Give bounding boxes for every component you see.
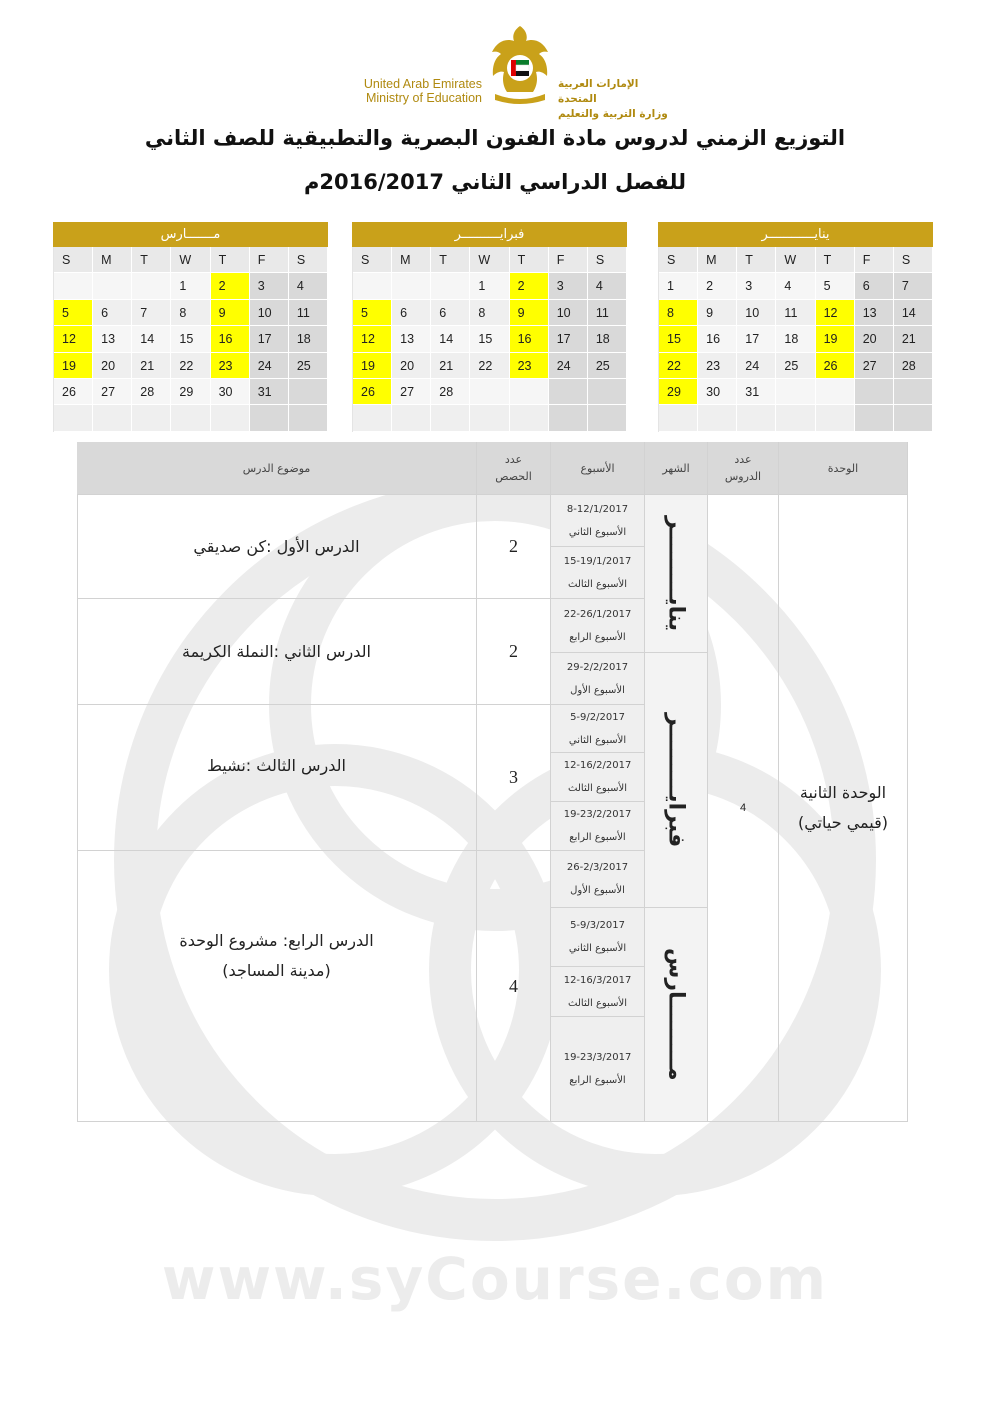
calendar-day-cell: 25	[588, 353, 627, 379]
calendar-day-cell: 9	[211, 300, 250, 326]
calendar-day-cell	[353, 405, 392, 431]
calendar-day-cell: 18	[776, 326, 815, 352]
calendar-day-cell: 8	[659, 300, 698, 326]
calendar-day-cell: 21	[894, 326, 933, 352]
calendar-day-cell: 6	[855, 273, 894, 299]
calendar-day-cell: 14	[132, 326, 171, 352]
calendar-day-header: S	[289, 247, 328, 273]
calendar-day-cell	[171, 405, 210, 431]
calendar-day-header: S	[659, 247, 698, 273]
calendar-day-cell: 7	[132, 300, 171, 326]
calendar-day-cell: 2	[510, 273, 549, 299]
calendar-day-cell: 13	[855, 300, 894, 326]
week-label: الأسبوع الثاني	[568, 526, 627, 538]
calendar-day-cell	[132, 405, 171, 431]
calendar-day-cell: 15	[470, 326, 509, 352]
header-periods	[477, 442, 551, 495]
calendar-day-cell	[132, 273, 171, 299]
calendar-day-cell: 3	[250, 273, 289, 299]
week-label: الأسبوع الثالث	[568, 997, 627, 1009]
calendar-day-cell	[470, 405, 509, 431]
calendar-day-cell: 4	[289, 273, 328, 299]
calendar-day-header: W	[776, 247, 815, 273]
calendar-day-cell: 31	[737, 379, 776, 405]
lesson-4-title-line1: الدرس الرابع: مشروع الوحدة	[179, 931, 374, 950]
calendar-day-cell	[510, 379, 549, 405]
calendar-day-cell: 15	[659, 326, 698, 352]
header-periods-line1: عدد	[504, 453, 523, 466]
calendar-day-cell	[776, 405, 815, 431]
unit-name	[779, 495, 908, 1122]
calendar-day-cell: 2	[211, 273, 250, 299]
calendar-grid	[352, 247, 627, 432]
calendar-day-cell: 27	[855, 353, 894, 379]
ministry-name-en	[346, 77, 482, 105]
calendar-february	[352, 222, 627, 432]
calendar-day-cell: 19	[353, 353, 392, 379]
month-february	[645, 653, 708, 908]
calendar-day-cell: 18	[588, 326, 627, 352]
calendar-day-cell: 1	[171, 273, 210, 299]
week-dates: 8-12/1/2017	[566, 503, 629, 515]
calendar-day-cell: 3	[549, 273, 588, 299]
calendar-day-cell: 29	[171, 379, 210, 405]
lesson-4-title	[77, 851, 477, 1122]
calendar-day-cell: 23	[698, 353, 737, 379]
calendar-day-cell: 26	[353, 379, 392, 405]
calendar-day-cell: 5	[54, 300, 93, 326]
calendar-day-header: T	[211, 247, 250, 273]
calendar-day-cell: 6	[93, 300, 132, 326]
month-march-label: مـــــــــارس	[663, 948, 689, 1081]
calendar-day-cell	[470, 379, 509, 405]
week-label: الأسبوع الثاني	[568, 734, 627, 746]
calendar-day-cell: 25	[289, 353, 328, 379]
calendar-day-cell: 1	[659, 273, 698, 299]
calendar-day-cell: 16	[211, 326, 250, 352]
calendar-day-header: F	[549, 247, 588, 273]
calendar-day-header: M	[392, 247, 431, 273]
calendar-day-cell	[894, 379, 933, 405]
calendar-day-cell: 12	[816, 300, 855, 326]
calendar-day-cell: 15	[171, 326, 210, 352]
unit-name-line2: (قيمي حياتي)	[798, 813, 889, 832]
calendar-day-cell: 20	[855, 326, 894, 352]
calendar-day-cell: 24	[549, 353, 588, 379]
calendar-day-cell: 31	[250, 379, 289, 405]
calendar-day-cell: 24	[737, 353, 776, 379]
calendar-day-cell: 23	[510, 353, 549, 379]
watermark-text: www.syCourse.com	[161, 1245, 829, 1313]
calendar-day-cell	[549, 405, 588, 431]
calendar-day-header: T	[816, 247, 855, 273]
calendar-grid	[658, 247, 933, 432]
month-january	[645, 495, 708, 653]
calendar-day-cell: 17	[737, 326, 776, 352]
lesson-2-periods: 2	[477, 599, 551, 705]
lesson-4-title-line2: (مدينة المساجد)	[222, 961, 331, 980]
header-month: الشهر	[645, 442, 708, 495]
calendar-day-cell: 19	[54, 353, 93, 379]
calendar-day-cell	[588, 379, 627, 405]
calendar-day-header: W	[171, 247, 210, 273]
calendar-day-cell: 7	[894, 273, 933, 299]
calendar-day-cell	[816, 379, 855, 405]
calendar-day-cell: 22	[659, 353, 698, 379]
calendar-day-cell	[431, 273, 470, 299]
calendar-day-cell: 25	[776, 353, 815, 379]
calendar-day-cell	[289, 405, 328, 431]
calendar-day-cell: 29	[659, 379, 698, 405]
week-cell	[551, 851, 645, 908]
calendar-day-header: F	[250, 247, 289, 273]
calendar-day-cell: 28	[431, 379, 470, 405]
calendar-day-cell: 21	[431, 353, 470, 379]
week-cell	[551, 653, 645, 705]
calendar-day-cell: 28	[894, 353, 933, 379]
calendar-day-cell: 6	[392, 300, 431, 326]
page-title: التوزيع الزمني لدروس مادة الفنون البصرية والتطبيقية للصف الثاني	[144, 126, 846, 150]
calendar-day-cell: 20	[93, 353, 132, 379]
calendar-day-cell	[776, 379, 815, 405]
lesson-1-periods: 2	[477, 495, 551, 599]
week-label: الأسبوع الثالث	[568, 578, 627, 590]
calendar-day-header: F	[855, 247, 894, 273]
calendar-day-cell: 14	[431, 326, 470, 352]
calendar-day-cell	[289, 379, 328, 405]
calendar-day-cell: 9	[698, 300, 737, 326]
calendar-day-cell	[392, 273, 431, 299]
calendar-day-cell	[737, 405, 776, 431]
header-topic: موضوع الدرس	[77, 442, 477, 495]
week-label: الأسبوع الأول	[570, 885, 625, 896]
ministry-en-line1: United Arab Emirates	[363, 77, 482, 91]
calendar-day-header: W	[470, 247, 509, 273]
calendar-day-cell: 13	[93, 326, 132, 352]
page-subtitle: للفصل الدراسي الثاني 2016/2017م	[304, 170, 686, 194]
ministry-en-line2: Ministry of Education	[365, 91, 482, 105]
calendar-day-cell: 3	[737, 273, 776, 299]
calendar-day-cell	[659, 405, 698, 431]
calendar-day-header: T	[431, 247, 470, 273]
calendar-day-cell: 11	[289, 300, 328, 326]
lesson-3-periods: 3	[477, 705, 551, 851]
calendar-day-cell: 30	[698, 379, 737, 405]
calendar-day-cell: 26	[54, 379, 93, 405]
week-dates: 22-26/1/2017	[563, 608, 632, 620]
calendar-day-cell: 10	[737, 300, 776, 326]
calendar-day-cell	[855, 379, 894, 405]
calendar-day-header: S	[54, 247, 93, 273]
week-cell	[551, 705, 645, 753]
calendar-day-cell	[549, 379, 588, 405]
calendar-day-cell: 18	[289, 326, 328, 352]
week-label: الأسبوع الرابع	[569, 832, 626, 843]
calendar-day-cell: 27	[392, 379, 431, 405]
calendar-day-cell	[211, 405, 250, 431]
calendar-month-title: ينايــــــــــــر	[658, 222, 933, 247]
week-dates: 19-23/3/2017	[563, 1052, 632, 1063]
week-dates: 26-2/3/2017	[566, 862, 629, 873]
calendar-day-cell: 10	[549, 300, 588, 326]
month-february-label: فبرايـــــــــر	[663, 712, 689, 848]
calendar-day-cell: 16	[698, 326, 737, 352]
calendar-day-cell	[431, 405, 470, 431]
week-cell	[551, 967, 645, 1017]
header-periods-line2: الحصص	[495, 470, 532, 483]
calendar-day-cell	[855, 405, 894, 431]
calendar-day-cell: 11	[776, 300, 815, 326]
header-lessons	[708, 442, 779, 495]
week-cell	[551, 495, 645, 547]
schedule-table	[77, 442, 908, 1122]
calendar-day-cell	[93, 405, 132, 431]
calendar-day-cell: 8	[470, 300, 509, 326]
calendar-day-cell: 24	[250, 353, 289, 379]
week-cell	[551, 547, 645, 599]
calendar-day-header: M	[698, 247, 737, 273]
calendar-day-cell: 26	[816, 353, 855, 379]
week-label: الأسبوع الرابع	[569, 631, 626, 643]
calendar-day-cell: 12	[353, 326, 392, 352]
calendar-day-cell: 13	[392, 326, 431, 352]
week-cell	[551, 908, 645, 967]
week-label: الأسبوع الرابع	[569, 1075, 626, 1086]
calendar-day-cell	[894, 405, 933, 431]
calendar-day-cell: 23	[211, 353, 250, 379]
week-label: الأسبوع الثالث	[568, 783, 627, 794]
month-march	[645, 908, 708, 1122]
calendar-january	[658, 222, 933, 432]
calendar-day-cell: 17	[549, 326, 588, 352]
calendar-day-header: T	[510, 247, 549, 273]
calendar-day-header: S	[353, 247, 392, 273]
calendar-day-cell: 14	[894, 300, 933, 326]
header-week: الأسبوع	[551, 442, 645, 495]
calendar-day-cell: 17	[250, 326, 289, 352]
lesson-4-periods: 4	[477, 851, 551, 1122]
calendar-day-cell: 9	[510, 300, 549, 326]
week-dates: 15-19/1/2017	[563, 555, 632, 567]
calendar-day-cell	[588, 405, 627, 431]
week-dates: 29-2/2/2017	[566, 661, 629, 673]
calendar-day-cell: 10	[250, 300, 289, 326]
calendar-day-header: T	[737, 247, 776, 273]
calendar-day-cell: 4	[776, 273, 815, 299]
calendar-day-cell: 30	[211, 379, 250, 405]
calendar-day-cell: 2	[698, 273, 737, 299]
calendar-day-cell: 11	[588, 300, 627, 326]
week-cell	[551, 1017, 645, 1122]
week-cell	[551, 802, 645, 851]
calendar-day-cell: 4	[588, 273, 627, 299]
calendar-day-cell: 21	[132, 353, 171, 379]
calendar-month-title: مـــــــارس	[53, 222, 328, 247]
calendar-day-cell: 1	[470, 273, 509, 299]
calendar-day-cell	[392, 405, 431, 431]
week-dates: 5-9/2/2017	[570, 711, 625, 723]
calendar-day-cell: 19	[816, 326, 855, 352]
week-cell	[551, 753, 645, 802]
week-cell	[551, 599, 645, 653]
calendar-day-cell: 16	[510, 326, 549, 352]
week-dates: 12-16/3/2017	[563, 974, 632, 986]
lesson-1-title: الدرس الأول :كن صديقي	[77, 495, 477, 599]
calendar-march	[53, 222, 328, 432]
calendar-day-cell: 8	[171, 300, 210, 326]
calendar-month-title: فبرايــــــــــر	[352, 222, 627, 247]
week-dates: 12-16/2/2017	[563, 760, 632, 771]
header-lessons-line1: عدد	[734, 453, 752, 466]
unit-lesson-count: 4	[708, 495, 779, 1122]
calendar-day-header: M	[93, 247, 132, 273]
calendar-day-cell: 22	[470, 353, 509, 379]
calendar-day-cell: 5	[353, 300, 392, 326]
calendar-day-cell: 20	[392, 353, 431, 379]
calendar-day-cell	[510, 405, 549, 431]
calendar-day-cell: 28	[132, 379, 171, 405]
week-dates: 5-9/3/2017	[570, 920, 625, 931]
calendar-day-cell	[93, 273, 132, 299]
calendar-day-cell	[54, 273, 93, 299]
calendar-grid	[53, 247, 328, 432]
calendar-day-header: T	[132, 247, 171, 273]
calendar-day-cell	[816, 405, 855, 431]
calendar-day-cell: 12	[54, 326, 93, 352]
unit-name-line1: الوحدة الثانية	[799, 783, 887, 802]
uae-emblem-logo	[487, 24, 553, 106]
calendar-day-cell: 5	[816, 273, 855, 299]
header-unit: الوحدة	[779, 442, 908, 495]
ministry-ar-line2: وزارة التربية والتعليم	[558, 108, 668, 120]
lesson-2-title: الدرس الثاني :النملة الكريمة	[77, 599, 477, 705]
header-lessons-line2: الدروس	[724, 470, 762, 483]
ministry-name-ar	[558, 77, 668, 122]
calendar-day-cell	[698, 405, 737, 431]
calendar-day-cell	[54, 405, 93, 431]
week-label: الأسبوع الثاني	[568, 943, 627, 954]
calendar-day-header: S	[894, 247, 933, 273]
calendar-day-cell: 6	[431, 300, 470, 326]
ministry-ar-line1: الإمارات العربية المتحدة	[558, 78, 639, 105]
week-dates: 19-23/2/2017	[563, 809, 632, 820]
calendar-day-cell	[353, 273, 392, 299]
week-label: الأسبوع الأول	[570, 684, 625, 696]
lesson-3-title: الدرس الثالث :نشيط	[77, 705, 477, 851]
month-january-label: ينايـــــــــر	[663, 515, 689, 632]
calendar-day-cell: 22	[171, 353, 210, 379]
calendar-day-cell	[250, 405, 289, 431]
calendar-day-cell: 27	[93, 379, 132, 405]
calendar-day-header: S	[588, 247, 627, 273]
